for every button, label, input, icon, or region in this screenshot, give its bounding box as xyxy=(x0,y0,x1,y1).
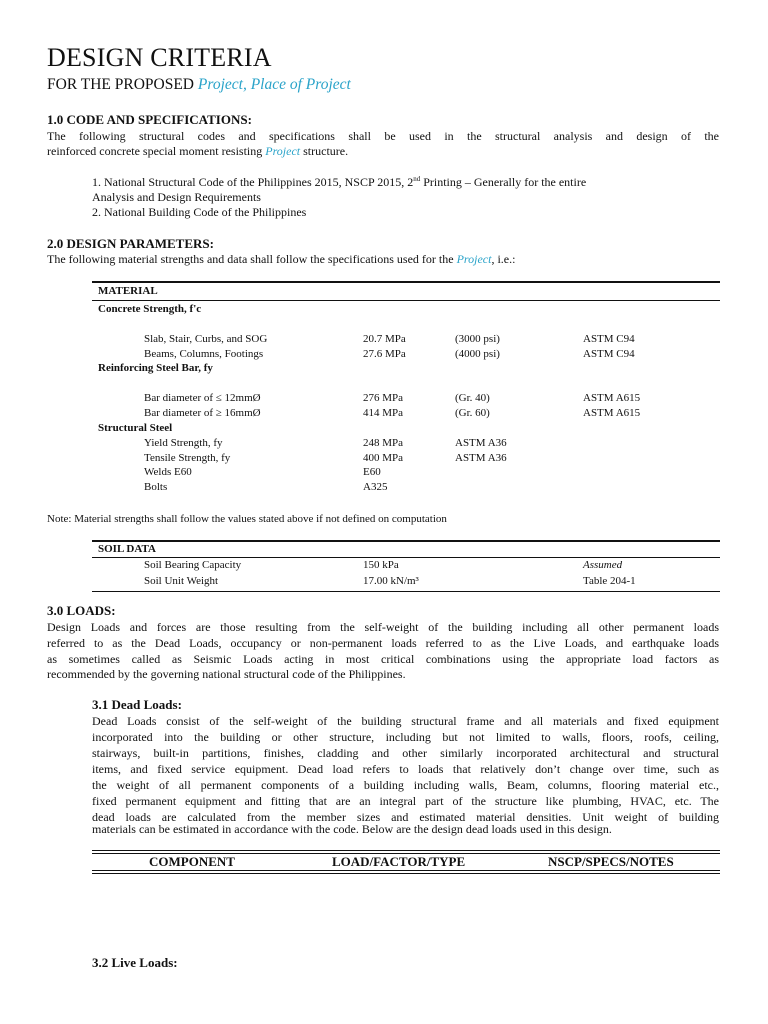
dead-loads-para-line: items, and fixed service equipment. Dead load refers to loads that relatively don’t change over time, such as xyxy=(92,762,719,776)
table-row-spec: ASTM A615 xyxy=(583,407,641,419)
material-note: Note: Material strengths shall follow the values stated above if not defined on computation xyxy=(47,513,447,525)
table-row-name: Bar diameter of ≥ 16mmØ xyxy=(144,407,261,419)
section-2-heading: 2.0 DESIGN PARAMETERS: xyxy=(47,236,214,251)
column-header-component: COMPONENT xyxy=(149,854,235,869)
para-text: structure. xyxy=(300,144,349,158)
table-row-spec: ASTM C94 xyxy=(583,333,635,345)
table-row-name: Bar diameter of ≤ 12mmØ xyxy=(144,392,261,404)
table-row-name: Welds E60 xyxy=(144,466,192,478)
material-table-header: MATERIAL xyxy=(98,285,158,297)
table-row-name: Bolts xyxy=(144,481,168,493)
dead-loads-heading: 3.1 Dead Loads: xyxy=(92,697,182,712)
table-row-name: Yield Strength, fy xyxy=(144,437,223,449)
table-row-grade: (Gr. 60) xyxy=(455,407,490,419)
code-item-1-cont: Analysis and Design Requirements xyxy=(92,190,261,204)
table-row-value: A325 xyxy=(363,481,388,493)
table-row-name: Soil Bearing Capacity xyxy=(144,559,242,571)
table-row-value: 150 kPa xyxy=(363,559,399,571)
rebar-label: Reinforcing Steel Bar, fy xyxy=(98,362,213,374)
section-1-heading: 1.0 CODE AND SPECIFICATIONS: xyxy=(47,112,252,127)
code-item-1 xyxy=(92,175,586,190)
para-text: reinforced concrete special moment resisting xyxy=(47,144,266,158)
soil-table-top-rule xyxy=(92,540,720,542)
table-row-grade: (3000 psi) xyxy=(455,333,500,345)
table-row-spec: ASTM A615 xyxy=(583,392,641,404)
column-header-nscp-specs-notes: NSCP/SPECS/NOTES xyxy=(548,854,674,869)
subtitle-prefix: FOR THE PROPOSED xyxy=(47,76,198,93)
section-1-para-line-1: The following structural codes and specifications shall be used in the structural analysis and design of the xyxy=(47,129,719,143)
code-item-text: 1. National Structural Code of the Philippines 2015, NSCP 2015, 2 xyxy=(92,175,414,189)
live-loads-heading: 3.2 Live Loads: xyxy=(92,955,178,970)
dead-loads-para-line: stairways, built-in partitions, finishes, cladding and other similarly incorporated architectural and structural xyxy=(92,746,719,760)
material-table-header-rule xyxy=(92,300,720,301)
table-row-grade: (Gr. 40) xyxy=(455,392,490,404)
code-item-2: 2. National Building Code of the Philippines xyxy=(92,205,307,219)
subtitle-project: Project xyxy=(197,76,243,93)
table-row-grade: (4000 psi) xyxy=(455,348,500,360)
table-row-value: 400 MPa xyxy=(363,452,404,464)
table-row-value: 20.7 MPa xyxy=(363,333,406,345)
section-1-para-line-2 xyxy=(47,144,348,159)
table-row-name: Slab, Stair, Curbs, and SOG xyxy=(144,333,268,345)
para-text: The following material strengths and data shall follow the specifications used for the xyxy=(47,252,457,266)
column-header-load-factor-type: LOAD/FACTOR/TYPE xyxy=(332,854,466,869)
table-row-value: 248 MPa xyxy=(363,437,404,449)
section-3-para-line: recommended by the governing national structural code of the Philippines. xyxy=(47,667,406,681)
dead-loads-para-line: dead loads are calculated from the member sizes and estimated material densities. Unit weight of building xyxy=(92,810,719,824)
table-row-name: Tensile Strength, fy xyxy=(144,452,231,464)
project-ref: Project xyxy=(456,252,492,266)
dead-loads-para-line: fixed permanent equipment and fitting that are an integral part of the structure like plumbing, HVAC, etc. The xyxy=(92,794,719,808)
page-subtitle xyxy=(47,76,351,94)
page-title: DESIGN CRITERIA xyxy=(47,43,272,72)
dead-loads-para-line: incorporated into the building or other structure, including but not limited to walls, floors, roofs, ceiling, xyxy=(92,730,719,744)
dead-load-table-top-rule xyxy=(92,850,720,851)
dead-loads-para-line: materials can be estimated in accordance with the code. Below are the design dead loads used in this design. xyxy=(92,822,612,836)
soil-table-header-rule xyxy=(92,557,720,558)
code-item-text: Printing – Generally for the entire xyxy=(420,175,587,189)
dead-loads-para-line: Dead Loads consist of the self-weight of the building structural frame and all materials and fixed equipment xyxy=(92,714,719,728)
concrete-strength-label: Concrete Strength, f'c xyxy=(98,303,202,315)
table-row-name: Soil Unit Weight xyxy=(144,575,219,587)
subtitle-separator: , xyxy=(242,76,251,93)
table-row-grade: ASTM A36 xyxy=(455,437,507,449)
section-3-para-line: referred to as the Dead Loads, occupancy or non-permanent loads referred to as the Live Loads, and earthquake loads xyxy=(47,636,719,650)
table-row-spec: Table 204-1 xyxy=(583,575,636,587)
subtitle-place: Place of Project xyxy=(250,76,351,93)
table-row-spec: ASTM C94 xyxy=(583,348,635,360)
section-3-para-line: Design Loads and forces are those resulting from the self-weight of the building including all other permanent loads xyxy=(47,620,719,634)
dead-load-table-header-rule xyxy=(92,870,720,871)
soil-table-header: SOIL DATA xyxy=(98,543,156,555)
dead-loads-para-line: the weight of all permanent components of a building including walls, Beam, columns, flooring material etc., xyxy=(92,778,719,792)
soil-table-bottom-rule xyxy=(92,591,720,592)
section-2-intro xyxy=(47,252,515,267)
table-row-value: 17.00 kN/m³ xyxy=(363,575,419,587)
table-row-value: E60 xyxy=(363,466,381,478)
para-text: , i.e.: xyxy=(491,252,516,266)
table-row-value: 27.6 MPa xyxy=(363,348,406,360)
table-row-grade: ASTM A36 xyxy=(455,452,507,464)
section-3-para-line: as sometimes called as Seismic Loads acting in most critical combinations using the appropriate load factors as xyxy=(47,652,719,666)
table-row-value: 276 MPa xyxy=(363,392,404,404)
material-table-top-rule xyxy=(92,281,720,283)
table-row-spec: Assumed xyxy=(583,559,623,571)
table-row-name: Beams, Columns, Footings xyxy=(144,348,264,360)
section-3-heading: 3.0 LOADS: xyxy=(47,603,116,618)
table-row-value: 414 MPa xyxy=(363,407,404,419)
project-ref: Project xyxy=(265,144,301,158)
structural-steel-label: Structural Steel xyxy=(98,422,173,434)
dead-load-table-header-rule-2 xyxy=(92,873,720,874)
superscript: nd xyxy=(413,175,421,183)
